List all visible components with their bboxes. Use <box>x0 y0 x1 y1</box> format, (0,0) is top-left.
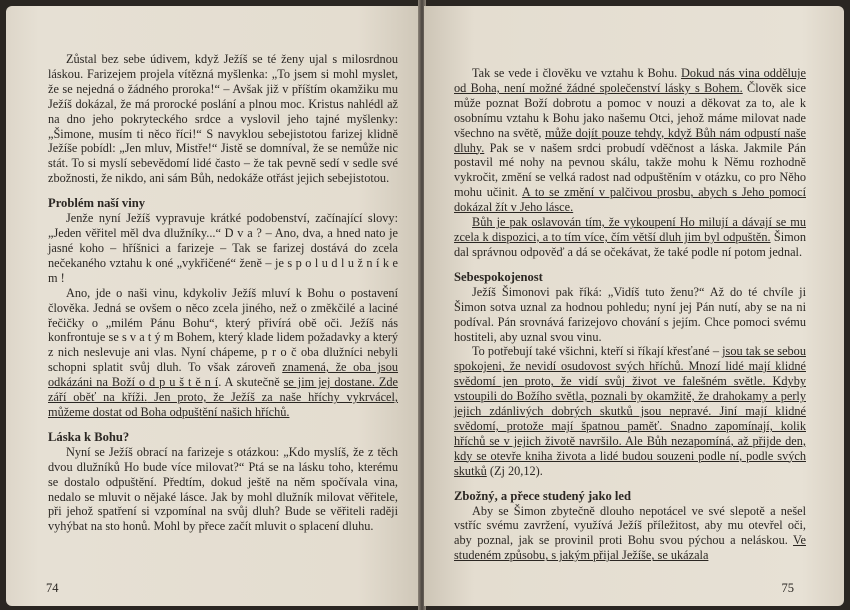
section-heading: Sebespokojenost <box>454 269 543 284</box>
paragraph: Nyní se Ježíš obrací na farizeje s otázkou: „Kdo myslíš, že z těch dvou dlužníků Ho bude více milovat?“ Ptá se na lásku toho, kterému se dostalo odpuštění. Předtím, dokud ještě na něm spočívala vina, nedalo se mluvit o nějaké lásce. Jak by mohl dlužník milovat věřitele, při jehož spatření si vzpomínal na svůj dluh? Bude se věřiteli raději vyhýbat na sto honů. Mohl by přece začít mluvit o splacení dluhu. <box>48 444 398 534</box>
section-heading: Problém naší viny <box>48 196 146 211</box>
section-heading: Láska k Bohu? <box>48 429 130 444</box>
underlined-text: Jen proto, že Ježíš za naše hříchy vykrvácel, můžeme dostat od Boha odpuštění našich hříchů. <box>48 390 399 419</box>
text-run: Aby se Šimon zbytečně dlouho nepotácel ve své slepotě a nešel vstříc svému zavržení, využívá Ježíš příležitost, aby mu otevřel oči, aby poznal, jak se provinil proti Bohu svou pýchou a neláskou. <box>454 503 806 548</box>
text-run: Ano, jde o naši vinu, kdykoliv Ježíš mluví k Bohu o postavení člověka. Jedná se ovšem o něco zcela jiného, než o změkčilé a laciné řečičky o „milém Pánu Bohu“, který přivírá obě oči. Ježíš nás konfrontuje se s v a t ý m Bohem, který klade lidem požadavky a který z nich neslevuje ani vlas. Nyní chápeme, p r o č oba dlužníci nebyli schopni splatit svůj dluh. To však zároveň <box>48 285 398 375</box>
paragraph <box>454 66 806 215</box>
underlined-text: jsou tak se sebou spokojeni, že nevidí osudovost svých hříchů. Mnozí lidé mají klidné svědomí jen proto, že vidí svůj život ve falešném světle. Kdyby vstoupili do Božího světla, poznali by okamžitě, že drahokamy a perly jejich zdánlivých dobrých skutků jsou nepravé. Jiní mají klidné svědomí, protože mají špatnou paměť. Snadno zapomínají, kolik hříchů se v jejich životě navršilo. Ale Bůh nezapomíná, až přijde den, kdy se otevře kniha života a lidé budou souzeni podle ní, podle svých skutků <box>454 344 806 478</box>
paragraph <box>454 344 806 478</box>
paragraph: Zůstal bez sebe údivem, když Ježíš se té ženy ujal s milosrdnou láskou. Farizejem projela vítězná myšlenka: „To jsem si mohl myslet, že se nejedná o žádného proroka!“ – Avšak již v příštím okamžiku mu Ježíš dokázal, že má prorocké poslání a plnou moc. Kristus nahlédl až na dno jeho pokryteckého srdce a vyslovil jeho tajné myšlenky: „Šimone, musím ti něco říci!“ S navyklou sebejistotou farizej klidně Ježíše pobídl: „Jen mluv, Mistře!“ Jistě se domníval, že se nemůže nic stát. To si myslí sebevědomí lidé často – že tak pevně sedí v sedle své zbožnosti, že nikdo, ani sám Bůh, nedokáže otřást jejich sebejistotou. <box>48 52 398 186</box>
right-page-text <box>454 66 806 563</box>
underlined-text: Dokud nás vina odděluje od Boha, není možné žádné společenství lásky s Bohem. <box>454 66 807 95</box>
paragraph <box>454 215 806 260</box>
text-run: Tak se vede i člověku ve vztahu k Bohu. <box>472 66 682 80</box>
right-page <box>424 6 844 606</box>
text-run: Pak se v našem srdci probudí vděčnost a láska. Jakmile Pán postavil mé nohy na pevnou skálu, takže mohu k Němu rozhodně vykročit, změní se velká radost nad odpuštěním v otázku, co pro Něho mohu učinit. <box>454 140 806 200</box>
underlined-text: Ve studeném způsobu, s jakým přijal Ježíše, se ukázala <box>454 533 806 563</box>
underlined-text: Bůh je pak oslavován tím, že vykoupení Ho milují a dávají se mu zcela k dispozici, a to tím více, čím větší dluh jim byl odpuštěn. <box>454 215 806 244</box>
text-run: Člověk sice může poznat Boží dobrotu a pomoc v nouzi a děkovat za to, ale k osobnímu vztahu k Bohu jako našemu Otci, jehož máme milovat nade všechno na světě, <box>454 80 806 140</box>
underlined-text: se jim jej dostane. Zde září oběť na kříži. <box>48 375 398 405</box>
left-page-text <box>48 52 398 534</box>
page-number: 74 <box>46 581 59 595</box>
underlined-text: může dojít pouze tehdy, když Bůh nám odpustí naše dluhy. <box>454 125 806 155</box>
paragraph <box>454 504 806 564</box>
text-run: (Zj 20,12). <box>486 463 543 478</box>
section-heading: Zbožný, a přece studený jako led <box>454 488 632 503</box>
text-run: . A skutečně <box>218 375 280 390</box>
paragraph: Jenže nyní Ježíš vypravuje krátké podobenství, začínající slovy: „Jeden věřitel měl dva dlužníky...“ D v a ? – Ano, dva, a hned nato je jasné koho – hříšnici a farizeje – Tak se farizej dostává do zcela nečekaného vztahu k oné „vykřičené“ ženě – je s p o l u d l u ž n í k e m ! <box>48 211 398 285</box>
underlined-text: A to se změní v palčivou prosbu, abych s Jeho pomocí dokázal žít v Jeho lásce. <box>454 185 806 215</box>
underlined-text: znamená, že oba jsou odkázáni na Boží o d p u š t ě n í <box>48 360 399 390</box>
text-run: Šimon dal správnou odpověď a dá se očekávat, že také podle ní potom jednal. <box>454 229 806 259</box>
paragraph: Ježíš Šimonovi pak říká: „Vidíš tuto ženu?“ Až do té chvíle ji Šimon sotva uznal za hodnou pohledu; nyní jej Pán nutí, aby se na ni podíval. Pán srovnává farizejovo chování s jejím. Chce pomoci svému hostiteli, aby uznal svou vinu. <box>454 284 806 344</box>
left-page <box>6 6 420 606</box>
paragraph <box>48 286 398 420</box>
text-run: To potřebují také všichni, kteří si říkají křesťané – <box>472 344 723 359</box>
page-number: 75 <box>781 581 794 595</box>
